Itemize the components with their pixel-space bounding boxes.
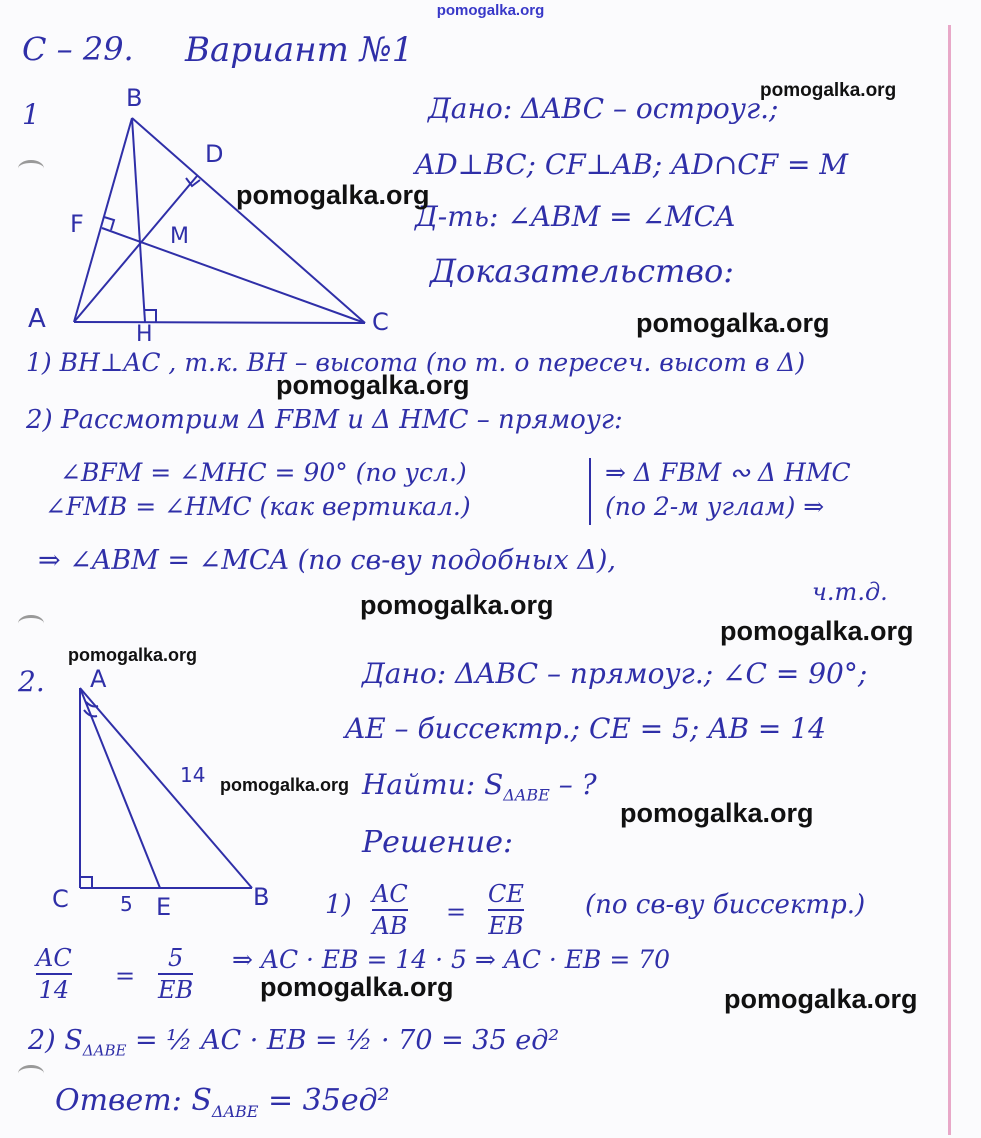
task2-given2: AE – биссектр.; CE = 5; AB = 14 [345, 712, 826, 745]
task1-prove: Д-ть: ∠ABM = ∠MCA [415, 200, 736, 233]
task1-qed: ч.т.д. [812, 578, 888, 606]
watermark: pomogalka.org [236, 180, 430, 210]
task2-step2: 2) $S_{\Delta ABE}$ = ½ AC · EB = ½ · 70 = 35 ед² [28, 1025, 560, 1060]
task1-given2: AD⊥BC; CF⊥AB; AD∩CF = M [415, 148, 849, 181]
task1-step2: 2) Рассмотрим Δ FBM и Δ HMC – прямоуг: [26, 405, 623, 435]
task1-proof-title: Доказательство: [430, 252, 735, 290]
watermark: pomogalka.org [724, 984, 918, 1014]
task1-conclusion-b: (по 2-м углам) ⇒ [605, 492, 825, 521]
watermark: pomogalka.org [68, 645, 198, 665]
task1-conclusion-a: ⇒ Δ FBM ∾ Δ HMC [605, 458, 851, 487]
fraction-ac-14: AC 14 [36, 944, 72, 1004]
watermark: pomogalka.org [720, 616, 914, 646]
watermark: pomogalka.org [620, 798, 814, 828]
task1-eq2: ∠FMB = ∠HMC (как вертикал.) [45, 492, 471, 521]
fraction-ac-ab: AC AB [372, 880, 408, 940]
watermark: pomogalka.org [760, 80, 897, 101]
side-ab-length: 14 [180, 763, 206, 787]
task2-find: Найти: $S_{\Delta ABE}$ – ? [362, 768, 597, 805]
point-label-e2: E [156, 893, 172, 921]
variant-title: Вариант №1 [185, 30, 414, 70]
task1-step1: 1) BH⊥AC , т.к. BH – высота (по т. о пересеч. высот в Δ) [26, 348, 806, 377]
watermark-top: pomogalka.org [436, 2, 545, 19]
watermark: pomogalka.org [636, 308, 830, 338]
point-label-c: C [372, 308, 389, 336]
task2-number: 2. [18, 665, 45, 698]
point-label-a2: A [90, 665, 107, 693]
task1-result: ⇒ ∠ABM = ∠MCA (по св-ву подобных Δ), [38, 545, 616, 576]
point-label-c2: C [52, 885, 69, 913]
task2-step1-result: ⇒ AC · EB = 14 · 5 ⇒ AC · EB = 70 [232, 945, 671, 974]
point-label-d: D [205, 140, 224, 168]
point-label-h: H [136, 322, 153, 347]
task1-given: Дано: ΔABC – остроуг.; [428, 92, 779, 125]
watermark: pomogalka.org [260, 972, 454, 1002]
point-label-b2: B [253, 883, 270, 911]
watermark: pomogalka.org [220, 775, 350, 795]
fraction-5-eb: 5 EB [158, 944, 194, 1004]
task1-eq1: ∠BFM = ∠MHC = 90° (по усл.) [60, 458, 467, 487]
point-label-f: F [70, 210, 84, 238]
watermark: pomogalka.org [276, 370, 470, 400]
task2-step1-number: 1) [325, 890, 352, 920]
point-label-b: B [126, 84, 143, 112]
task2-solution-title: Решение: [362, 825, 514, 860]
side-ce-length: 5 [120, 892, 133, 916]
task2-answer: Ответ: $S_{\Delta ABE} = 35ед^2$ [55, 1083, 390, 1121]
point-label-m: M [170, 224, 189, 249]
worksheet-code: С – 29. [22, 30, 134, 68]
task2-step1-note: (по св-ву биссектр.) [585, 890, 866, 920]
fraction-ce-eb: CE EB [488, 880, 524, 940]
point-label-a: A [28, 304, 46, 334]
task1-number: 1 [22, 98, 40, 131]
equals-sign: = [446, 898, 467, 926]
task2-given: Дано: ΔABC – прямоуг.; ∠C = 90°; [362, 657, 868, 690]
equals-sign: = [115, 962, 136, 990]
watermark: pomogalka.org [360, 590, 554, 620]
